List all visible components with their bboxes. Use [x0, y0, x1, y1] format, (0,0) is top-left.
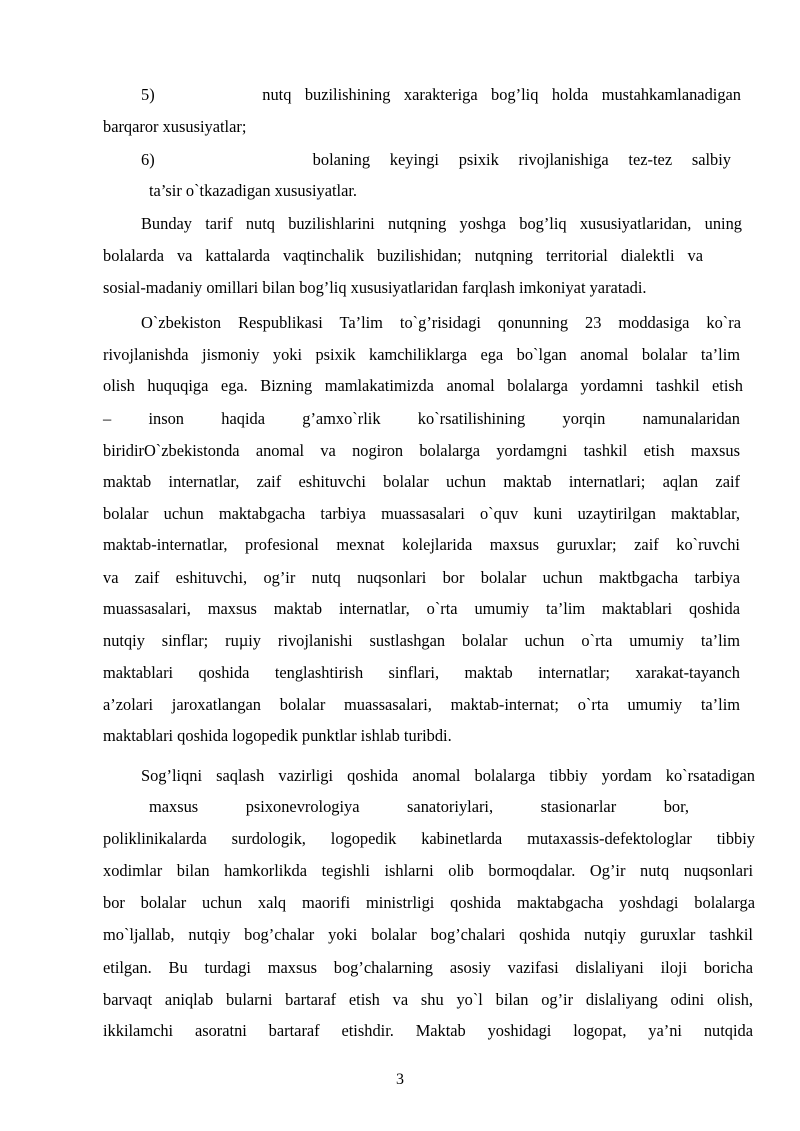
- text-line: Bunday tarif nutq buzilishlarini nutqning yoshga bog’liq xususiyatlaridan, uning: [141, 214, 742, 233]
- text-line: ikkilamchi asoratni bartaraf etishdir. Maktab yoshidagi logopat, ya’ni nutqida: [103, 1021, 753, 1040]
- text-line: maktab-internatlar, profesional mexnat kolejlarida maxsus guruxlar; zaif ko`ruvchi: [103, 535, 740, 554]
- text-line: Sog’liqni saqlash vazirligi qoshida anomal bolalarga tibbiy yordam ko`rsatadigan: [141, 766, 755, 785]
- text-line: rivojlanishda jismoniy yoki psixik kamchiliklarga ega bo`lgan anomal bolalar ta’lim: [103, 345, 740, 364]
- text-line: O`zbekiston Respublikasi Ta’lim to`g’risidagi qonunning 23 moddasiga ko`ra: [141, 313, 741, 332]
- text-line: maktablari qoshida tenglashtirish sinflari, maktab internatlar; xarakat-tayanch: [103, 663, 740, 682]
- text-line: sosial-madaniy omillari bilan bog’liq xususiyatlaridan farqlash imkoniyat yaratadi.: [103, 278, 647, 297]
- text-line: bor bolalar uchun xalq maorifi ministrligi qoshida maktabgacha yoshdagi bolalarga: [103, 893, 755, 912]
- text-line: ta’sir o`tkazadigan xususiyatlar.: [149, 181, 358, 200]
- text-line: muassasalari, maxsus maktab internatlar, o`rta umumiy ta’lim maktablari qoshida: [103, 599, 740, 618]
- text-line: maxsus psixonevrologiya sanatoriylari, stasionarlar bor,: [149, 797, 689, 816]
- text-line: xodimlar bilan hamkorlikda tegishli ishlarni olib bormoqdalar. Og’ir nutq nuqsonlari: [103, 861, 753, 880]
- text-line: – inson haqida g’amxo`rlik ko`rsatilishining yorqin namunalaridan: [103, 409, 740, 428]
- text-line: maktablari qoshida logopedik punktlar ishlab turibdi.: [103, 726, 452, 745]
- text-line: 6) bolaning keyingi psixik rivojlanishiga tez-tez salbiy: [141, 150, 731, 169]
- text-line: mo`ljallab, nutqiy bog’chalar yoki bolalar bog’chalari qoshida nutqiy guruxlar tashkil: [103, 925, 753, 944]
- text-line: bolalar uchun maktabgacha tarbiya muassasalari o`quv kuni uzaytirilgan maktablar,: [103, 504, 740, 523]
- page-number: 3: [396, 1071, 404, 1088]
- text-line: 5) nutq buzilishining xarakteriga bog’liq holda mustahkamlanadigan: [141, 85, 741, 104]
- text-line: barvaqt aniqlab bularni bartaraf etish va shu yo`l bilan og’ir dislaliyang odini olish,: [103, 990, 753, 1009]
- text-line: maktab internatlar, zaif eshituvchi bolalar uchun maktab internatlari; aqlan zaif: [103, 472, 740, 491]
- text-line: nutqiy sinflar; ruµiy rivojlanishi sustlashgan bolalar uchun o`rta umumiy ta’lim: [103, 631, 740, 650]
- text-line: va zaif eshituvchi, og’ir nutq nuqsonlari bor bolalar uchun maktbgacha tarbiya: [103, 568, 740, 587]
- text-line: a’zolari jaroxatlangan bolalar muassasalari, maktab-internat; o`rta umumiy ta’lim: [103, 695, 740, 714]
- text-line: bolalarda va kattalarda vaqtinchalik buzilishidan; nutqning territorial dialektli va: [103, 246, 703, 265]
- text-line: barqaror xususiyatlar;: [103, 117, 247, 136]
- text-line: biridirO`zbekistonda anomal va nogiron bolalarga yordamgni tashkil etish maxsus: [103, 441, 740, 460]
- text-line: poliklinikalarda surdologik, logopedik kabinetlarda mutaxassis-defektologlar tibbiy: [103, 829, 755, 848]
- text-line: etilgan. Bu turdagi maxsus bog’chalarning asosiy vazifasi dislaliyani iloji boricha: [103, 958, 753, 977]
- text-line: olish huquqiga ega. Bizning mamlakatimizda anomal bolalarga yordamni tashkil etish: [103, 376, 743, 395]
